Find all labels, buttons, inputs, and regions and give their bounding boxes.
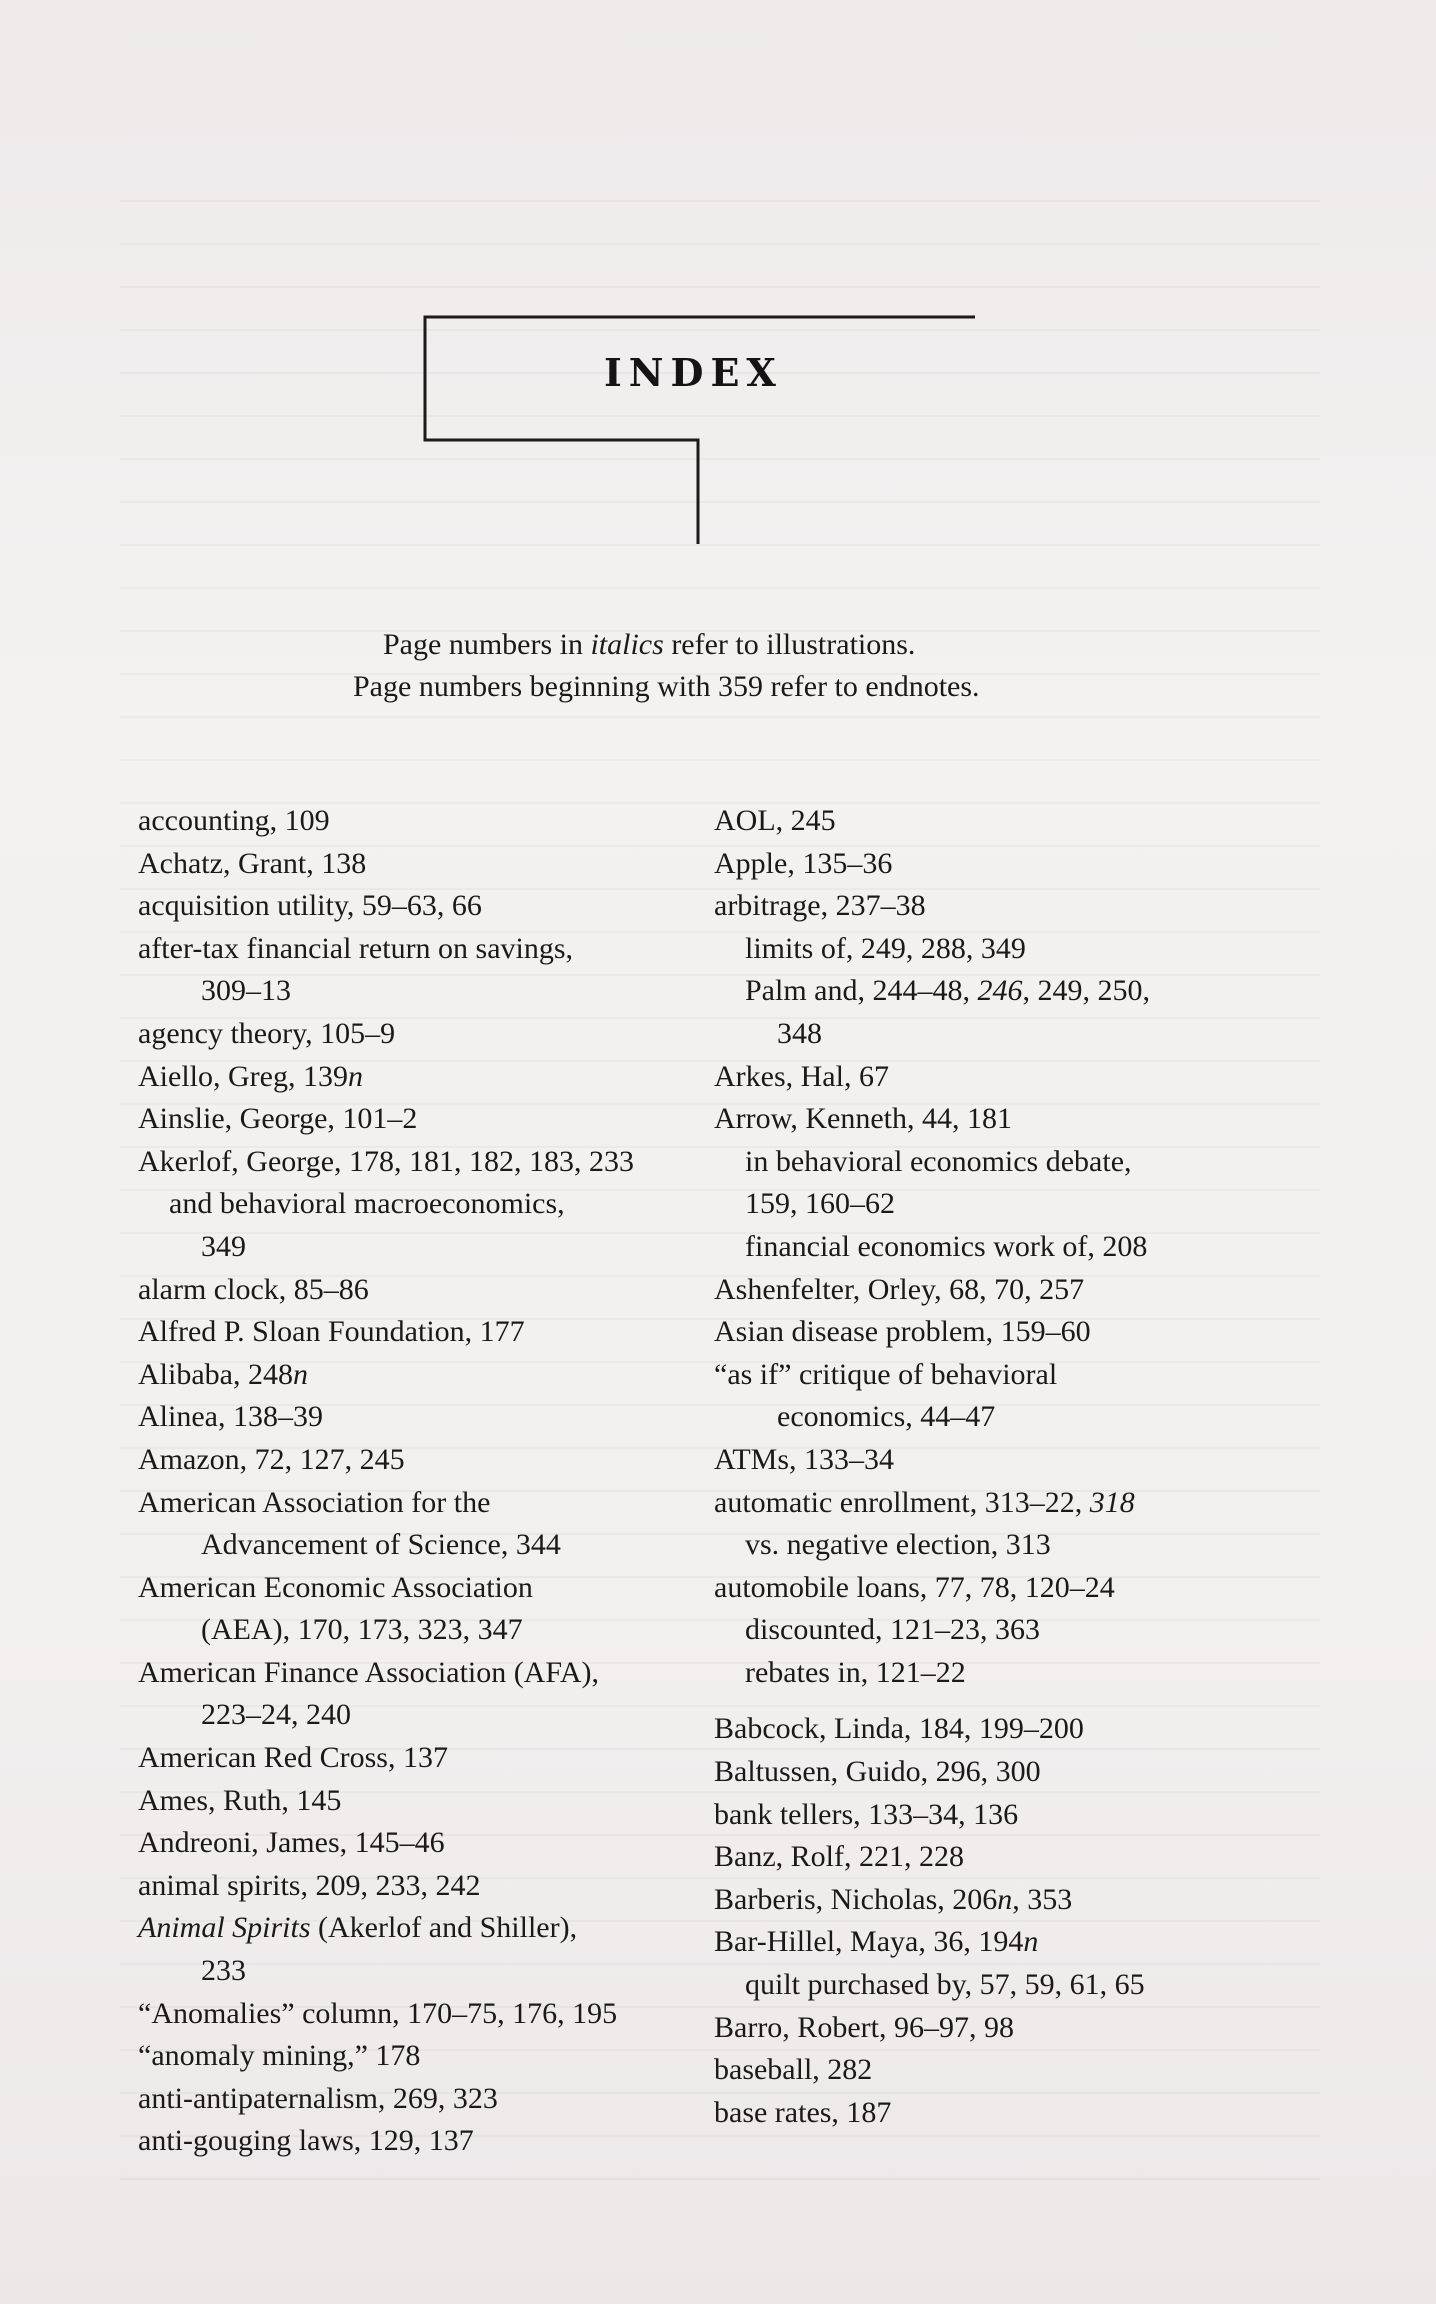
index-entry: [714, 1567, 1294, 1610]
index-entry: [714, 1311, 1294, 1354]
index-entry: [714, 800, 1294, 843]
entry-text: Arkes, Hal, 67: [714, 1059, 889, 1093]
index-entry-continuation: [138, 970, 698, 1013]
entry-text: automatic enrollment, 313–22,: [714, 1485, 1090, 1519]
index-entry-continuation: [138, 1226, 698, 1269]
italic-part: n: [292, 1357, 308, 1391]
title-frame: [420, 312, 990, 552]
entry-text: arbitrage, 237–38: [714, 889, 926, 923]
index-entry: [138, 1737, 698, 1780]
italic-part: 318: [1089, 1485, 1135, 1519]
index-entry: [714, 1354, 1294, 1397]
index-entry: [714, 1794, 1294, 1837]
entry-text: 223–24, 240: [201, 1698, 351, 1732]
entry-text: 348: [777, 1016, 822, 1050]
index-subentry: [714, 1226, 1294, 1269]
entry-text: Akerlof, George, 178, 181, 182, 183, 233: [138, 1144, 635, 1178]
entry-text: (Akerlof and Shiller),: [310, 1911, 578, 1945]
entry-text: Bar-Hillel, Maya, 36, 194: [714, 1925, 1024, 1959]
entry-text: Alibaba, 248: [138, 1357, 293, 1391]
index-entry: [714, 885, 1294, 928]
page-title: INDEX: [604, 350, 783, 395]
index-entry: [714, 1269, 1294, 1312]
entry-text: quilt purchased by, 57, 59, 61, 65: [745, 1968, 1145, 2002]
index-entry: [138, 1907, 698, 1950]
italic-part: Animal Spirits: [138, 1911, 311, 1945]
index-entry: [714, 843, 1294, 886]
index-entry: [138, 2078, 698, 2121]
index-subentry: [714, 928, 1294, 971]
entry-text: (AEA), 170, 173, 323, 347: [201, 1613, 523, 1647]
index-entry: [138, 1822, 698, 1865]
entry-text: “anomaly mining,” 178: [138, 2039, 421, 2073]
italic-part: n: [997, 1882, 1013, 1916]
entry-text: , 353: [1012, 1882, 1073, 1916]
entry-text: Ainslie, George, 101–2: [138, 1102, 418, 1136]
index-entry: [138, 1269, 698, 1312]
entry-text: in behavioral economics debate,: [745, 1144, 1132, 1178]
index-entry: [138, 1482, 698, 1525]
index-entry: [138, 1396, 698, 1439]
index-entry: [138, 800, 698, 843]
entry-text: Palm and, 244–48,: [745, 974, 978, 1008]
index-entry: [138, 1141, 698, 1184]
index-entry: [714, 2092, 1294, 2135]
index-entry: [138, 1098, 698, 1141]
index-entry: [714, 1098, 1294, 1141]
entry-text: 309–13: [201, 974, 291, 1008]
intro-italic: italics: [590, 628, 664, 661]
entry-text: Ames, Ruth, 145: [138, 1783, 342, 1817]
entry-text: 159, 160–62: [745, 1187, 895, 1221]
entry-text: base rates, 187: [714, 2095, 892, 2129]
index-subentry: [714, 1652, 1294, 1695]
entry-text: anti-gouging laws, 129, 137: [138, 2124, 474, 2158]
italic-part: 246: [977, 974, 1023, 1008]
entry-text: Amazon, 72, 127, 245: [138, 1442, 405, 1476]
index-subentry: [714, 970, 1294, 1013]
index-entry: [138, 1993, 698, 2036]
entry-text: 349: [201, 1229, 246, 1263]
entry-text: “Anomalies” column, 170–75, 176, 195: [138, 1996, 618, 2030]
entry-text: baseball, 282: [714, 2053, 873, 2087]
intro-line-1: [300, 624, 1140, 666]
index-entry: [138, 1439, 698, 1482]
entry-text: Arrow, Kenneth, 44, 181: [714, 1102, 1012, 1136]
index-subentry: [714, 1524, 1294, 1567]
index-entry: [714, 2007, 1294, 2050]
entry-text: economics, 44–47: [777, 1400, 996, 1434]
entry-text: American Red Cross, 137: [138, 1741, 448, 1775]
entry-text: and behavioral macroeconomics,: [169, 1187, 565, 1221]
entry-text: , 249, 250,: [1022, 974, 1150, 1008]
entry-text: Barro, Robert, 96–97, 98: [714, 2010, 1014, 2044]
index-entry: [138, 2035, 698, 2078]
index-column-left: [138, 800, 698, 2163]
entry-text: Andreoni, James, 145–46: [138, 1826, 445, 1860]
index-entry: [714, 1921, 1294, 1964]
entry-text: Alfred P. Sloan Foundation, 177: [138, 1315, 525, 1349]
entry-text: Babcock, Linda, 184, 199–200: [714, 1712, 1084, 1746]
entry-text: automobile loans, 77, 78, 120–24: [714, 1570, 1115, 1604]
entry-text: Barberis, Nicholas, 206: [714, 1882, 998, 1916]
index-entry: [138, 1652, 698, 1695]
entry-text: acquisition utility, 59–63, 66: [138, 889, 482, 923]
index-subentry: [714, 1183, 1294, 1226]
index-subentry: [714, 1609, 1294, 1652]
entry-text: Alinea, 138–39: [138, 1400, 323, 1434]
section-gap: [714, 1694, 1294, 1708]
intro-text: Page numbers in: [383, 628, 591, 661]
index-entry: [138, 928, 698, 971]
intro-note: [300, 624, 1140, 708]
entry-text: Banz, Rolf, 221, 228: [714, 1840, 964, 1874]
entry-text: 233: [201, 1954, 246, 1988]
entry-text: rebates in, 121–22: [745, 1655, 966, 1689]
entry-text: limits of, 249, 288, 349: [745, 931, 1026, 965]
index-column-right: [714, 800, 1294, 2134]
index-subentry: [714, 1141, 1294, 1184]
entry-text: ATMs, 133–34: [714, 1442, 895, 1476]
entry-text: American Finance Association (AFA),: [138, 1655, 600, 1689]
index-entry: [138, 1013, 698, 1056]
index-entry: [138, 885, 698, 928]
entry-text: animal spirits, 209, 233, 242: [138, 1868, 481, 1902]
index-entry-continuation: [138, 1950, 698, 1993]
index-entry-continuation: [714, 1396, 1294, 1439]
index-subentry: [714, 1964, 1294, 2007]
index-entry-continuation: [138, 1694, 698, 1737]
entry-text: Ashenfelter, Orley, 68, 70, 257: [714, 1272, 1085, 1306]
entry-text: anti-antipaternalism, 269, 323: [138, 2081, 498, 2115]
index-entry: [138, 1780, 698, 1823]
index-subentry: [138, 1183, 698, 1226]
index-entry: [138, 1311, 698, 1354]
italic-part: n: [1023, 1925, 1039, 1959]
entry-text: vs. negative election, 313: [745, 1528, 1051, 1562]
index-entry: [138, 2120, 698, 2163]
index-entry: [714, 1482, 1294, 1525]
index-entry: [138, 1865, 698, 1908]
entry-text: Apple, 135–36: [714, 846, 893, 880]
italic-part: n: [347, 1059, 363, 1093]
entry-text: “as if” critique of behavioral: [714, 1357, 1058, 1391]
entry-text: agency theory, 105–9: [138, 1016, 396, 1050]
entry-text: discounted, 121–23, 363: [745, 1613, 1040, 1647]
entry-text: alarm clock, 85–86: [138, 1272, 369, 1306]
index-entry: [714, 1056, 1294, 1099]
index-entry: [138, 1056, 698, 1099]
entry-text: Achatz, Grant, 138: [138, 846, 367, 880]
entry-text: financial economics work of, 208: [745, 1229, 1148, 1263]
index-entry-continuation: [138, 1524, 698, 1567]
index-entry: [714, 1708, 1294, 1751]
entry-text: Baltussen, Guido, 296, 300: [714, 1755, 1041, 1789]
entry-text: Advancement of Science, 344: [201, 1528, 561, 1562]
entry-text: after-tax financial return on savings,: [138, 931, 574, 965]
index-entry: [138, 1567, 698, 1610]
entry-text: accounting, 109: [138, 804, 330, 837]
index-entry: [138, 843, 698, 886]
intro-line-2: Page numbers beginning with 359 refer to endnotes.: [353, 670, 980, 703]
index-entry: [714, 1879, 1294, 1922]
entry-text: American Association for the: [138, 1485, 491, 1519]
index-entry: [714, 1439, 1294, 1482]
index-entry-continuation: [138, 1609, 698, 1652]
entry-text: AOL, 245: [714, 804, 836, 837]
entry-text: American Economic Association: [138, 1570, 533, 1604]
index-entry: [714, 2049, 1294, 2092]
index-entry: [714, 1836, 1294, 1879]
intro-text: refer to illustrations.: [663, 628, 916, 661]
entry-text: Asian disease problem, 159–60: [714, 1315, 1091, 1349]
entry-text: bank tellers, 133–34, 136: [714, 1797, 1019, 1831]
index-entry: [138, 1354, 698, 1397]
entry-text: Aiello, Greg, 139: [138, 1059, 348, 1093]
index-entry-continuation: [714, 1013, 1294, 1056]
index-entry: [714, 1751, 1294, 1794]
